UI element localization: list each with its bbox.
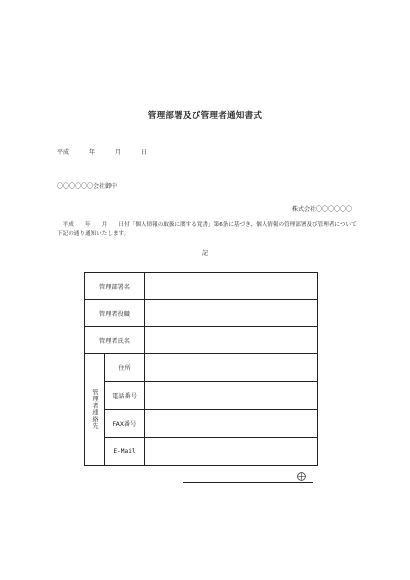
ki-heading: 記 (201, 250, 208, 257)
body-text: 平成 年 月 日付「個人情報の取扱に関する覚書」第6条に基づき、個人情報の管理部署及び管理者について下記の通り通知いたします。 (57, 222, 357, 237)
notification-table (84, 272, 318, 466)
label-manager-title: 管理者役職 (85, 300, 145, 326)
label-manager-name: 管理者氏名 (85, 327, 145, 353)
label-fax: FAX番号 (105, 410, 145, 437)
addressee: 〇〇〇〇〇〇会社御中 (57, 183, 118, 190)
date-era: 平成 (57, 149, 70, 156)
table-row-fax (105, 410, 317, 438)
seal-mark-icon (297, 472, 306, 481)
field-email[interactable] (145, 438, 317, 465)
date-year: 年 (89, 149, 96, 156)
table-row-phone (105, 382, 317, 410)
field-department[interactable] (145, 273, 317, 299)
label-address: 住所 (105, 354, 145, 381)
table-row-department (85, 273, 317, 300)
sender-company: 株式会社〇〇〇〇〇〇 (291, 206, 352, 213)
contact-header-label: 管理者連絡先 (91, 389, 98, 430)
field-manager-title[interactable] (145, 300, 317, 326)
label-email: E-Mail (105, 438, 145, 465)
table-row-address (105, 354, 317, 382)
field-address[interactable] (145, 354, 317, 381)
label-department: 管理部署名 (85, 273, 145, 299)
label-phone: 電話番号 (105, 382, 145, 409)
table-row-manager-title (85, 300, 317, 327)
field-manager-name[interactable] (145, 327, 317, 353)
document-title: 管理部署及び管理者通知書式 (147, 111, 263, 121)
table-row-email (105, 438, 317, 465)
date-line (57, 147, 147, 156)
field-phone[interactable] (145, 382, 317, 409)
date-day: 日 (141, 149, 148, 156)
field-fax[interactable] (145, 410, 317, 437)
contact-header (85, 354, 105, 465)
date-month: 月 (115, 149, 122, 156)
table-row-manager-name (85, 327, 317, 354)
contact-group (85, 354, 317, 465)
signature-line[interactable] (183, 482, 313, 483)
